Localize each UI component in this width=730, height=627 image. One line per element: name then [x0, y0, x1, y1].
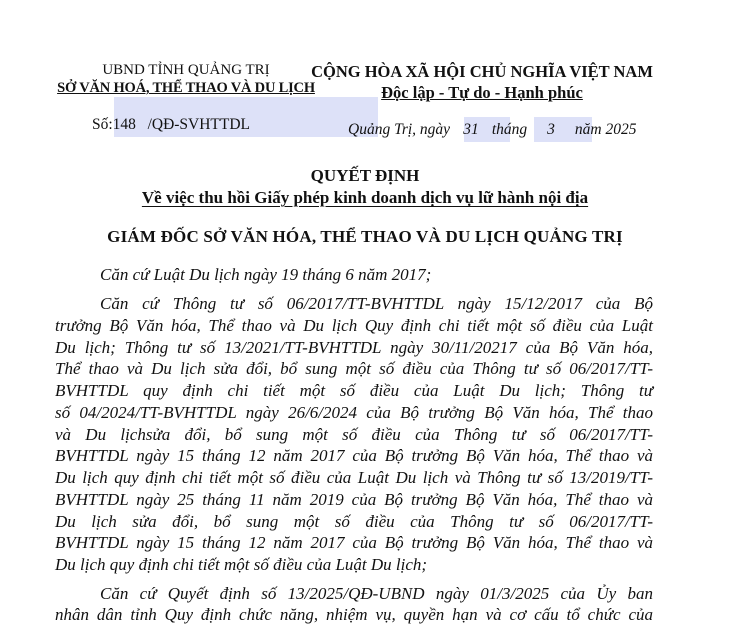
basis-line-6: BVHTTDL quy định chi tiết một số điều của Luật Du lịch; Thông tư — [55, 381, 653, 400]
decision-subject — [0, 188, 730, 208]
doc-number-suffix: /QĐ-SVHTTDL — [147, 116, 251, 133]
date-month: 3 — [547, 121, 555, 138]
basis-line-1: Căn cứ Luật Du lịch ngày 19 tháng 6 năm 2017; — [100, 265, 432, 284]
authority-title: GIÁM ĐỐC SỞ VĂN HÓA, THỂ THAO VÀ DU LỊCH QUẢNG TRỊ — [107, 227, 623, 246]
basis-line-10: Du lịch quy định chi tiết một số điều của Luật Du lịch và Thông tư số 13/2019/TT- — [55, 468, 653, 487]
agency-name — [56, 80, 316, 97]
nation-motto — [292, 83, 672, 103]
decision-subject-text: Về việc thu hồi Giấy phép kinh doanh dịch vụ lữ hành nội địa — [141, 188, 589, 207]
basis-line-7: số 04/2024/TT-BVHTTDL ngày 26/6/2024 của Bộ trưởng Bộ Văn hóa, Thể thao — [55, 403, 653, 422]
basis-line-8: và Du lịchsửa đổi, bổ sung một số điều của Thông tư số 06/2017/TT- — [55, 425, 653, 444]
nation-motto-text: Độc lập - Tự do - Hạnh phúc — [381, 83, 583, 102]
agency-name-text: SỞ VĂN HOÁ, THỂ THAO VÀ DU LỊCH — [57, 80, 315, 96]
basis-line-15: Căn cứ Quyết định số 13/2025/QĐ-UBND ngày 01/3/2025 của Ủy ban — [100, 584, 653, 603]
basis-line-12: Du lịch sửa đổi, bổ sung một số điều của Thông tư số 06/2017/TT- — [55, 512, 653, 531]
basis-line-9: BVHTTDL ngày 15 tháng 12 năm 2017 của Bộ trưởng Bộ Văn hóa, Thể thao và — [55, 446, 653, 465]
decision-heading: QUYẾT ĐỊNH — [310, 166, 420, 185]
date-line — [348, 121, 636, 139]
basis-line-13: BVHTTDL ngày 15 tháng 12 năm 2017 của Bộ trưởng Bộ Văn hóa, Thể thao và — [55, 533, 653, 552]
nation-name: CỘNG HÒA XÃ HỘI CHỦ NGHĨA VIỆT NAM — [311, 62, 653, 81]
doc-number — [92, 116, 250, 134]
basis-line-5: Thể thao và Du lịch sửa đổi, bổ sung một số điều của Thông tư số 06/2017/TT- — [55, 359, 653, 378]
basis-line-2: Căn cứ Thông tư số 06/2017/TT-BVHTTDL ngày 15/12/2017 của Bộ — [100, 294, 653, 313]
basis-line-14: Du lịch quy định chi tiết một số điều của Luật Du lịch; — [55, 555, 428, 574]
agency-parent: UBND TỈNH QUẢNG TRỊ — [102, 62, 270, 78]
basis-line-4: Du lịch; Thông tư số 13/2021/TT-BVHTTDL ngày 30/11/20217 của Bộ Văn hóa, — [55, 338, 653, 357]
date-month-label: tháng — [491, 121, 528, 138]
date-place: Quảng Trị, ngày — [348, 121, 451, 138]
basis-line-16: nhân dân tỉnh Quy định chức năng, nhiệm vụ, quyền hạn và cơ cấu tổ chức của — [55, 605, 653, 624]
basis-line-3: trưởng Bộ Văn hóa, Thể thao và Du lịch Quy định chi tiết một số điều của Luật — [55, 316, 653, 335]
date-day: 31 — [463, 121, 479, 138]
date-year: năm 2025 — [574, 121, 637, 138]
basis-line-11: BVHTTDL ngày 25 tháng 11 năm 2019 của Bộ trưởng Bộ Văn hóa, Thể thao và — [55, 490, 653, 509]
doc-number-prefix: Số:148 — [92, 116, 136, 133]
